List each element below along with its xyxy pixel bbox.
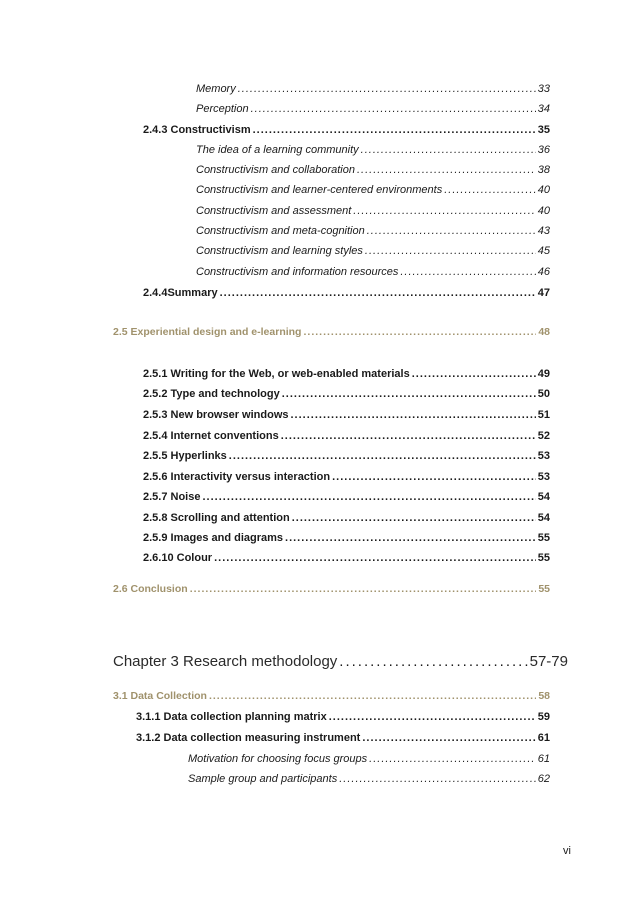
toc-title: 2.4.4Summary (143, 287, 218, 299)
toc-page: 48 (538, 326, 550, 338)
toc-leader (282, 387, 536, 401)
toc-entry-images-diagrams (143, 531, 550, 545)
toc-title: Constructivism and meta-cognition (196, 225, 365, 237)
toc-leader (361, 143, 536, 157)
toc-entry-assessment (196, 204, 550, 218)
toc-leader (367, 224, 536, 238)
chapter-page-range: 57-79 (529, 653, 568, 670)
toc-page: 38 (537, 164, 550, 176)
toc-page: 40 (537, 205, 550, 217)
toc-title: Memory (196, 83, 236, 95)
toc-page: 55 (538, 583, 550, 595)
toc-title: 2.6 Conclusion (113, 583, 188, 595)
toc-page: 58 (538, 690, 550, 702)
toc-page: 50 (537, 388, 550, 400)
toc-page: 46 (537, 266, 550, 278)
toc-leader (281, 429, 536, 443)
toc-page: 45 (537, 245, 550, 257)
toc-entry-browser-windows (143, 408, 550, 422)
toc-page: 55 (537, 552, 550, 564)
toc-leader (444, 183, 536, 197)
toc-title: 2.5 Experiential design and e-learning (113, 326, 302, 338)
toc-page: 49 (537, 368, 550, 380)
toc-title: The idea of a learning community (196, 144, 359, 156)
toc-leader (365, 244, 536, 258)
toc-entry-constructivism (143, 123, 550, 137)
chapter-title: Chapter 3 Research methodology (113, 653, 338, 670)
toc-leader (357, 163, 536, 177)
toc-entry-learner-centered (196, 183, 550, 197)
toc-entry-perception (196, 102, 550, 116)
toc-page: 54 (537, 512, 550, 524)
toc-page: 51 (537, 409, 550, 421)
toc-entry-scrolling (143, 511, 550, 525)
toc-leader (214, 551, 536, 565)
toc-leader (362, 731, 535, 745)
toc-entry-colour (143, 551, 550, 565)
toc-entry-data-collection (113, 689, 550, 703)
toc-entry-memory (196, 82, 550, 96)
toc-entry-experiential-design (113, 325, 550, 339)
toc-leader (339, 772, 536, 786)
toc-leader (190, 582, 537, 596)
toc-title: 2.5.1 Writing for the Web, or web-enabled materials (143, 368, 410, 380)
toc-title: Constructivism and learner-centered environments (196, 184, 443, 196)
toc-entry-information-resources (196, 265, 550, 279)
toc-entry-interactivity (143, 470, 550, 484)
toc-title: 3.1 Data Collection (113, 690, 207, 702)
toc-page: 62 (537, 773, 550, 785)
toc-entry-writing-for-web (143, 367, 550, 381)
toc-leader (202, 490, 535, 504)
toc-leader (400, 265, 535, 279)
toc-page: 36 (537, 144, 550, 156)
toc-title: Motivation for choosing focus groups (188, 753, 368, 765)
toc-title: Constructivism and collaboration (196, 164, 355, 176)
toc-leader (209, 689, 536, 703)
toc-entry-meta-cognition (196, 224, 550, 238)
toc-leader (292, 511, 536, 525)
toc-page: 43 (537, 225, 550, 237)
toc-entry-chapter-3 (113, 652, 568, 672)
toc-entry-learning-styles (196, 244, 550, 258)
toc-leader (238, 82, 536, 96)
toc-leader (251, 102, 536, 116)
toc-entry-noise (143, 490, 550, 504)
toc-title: 3.1.1 Data collection planning matrix (136, 711, 327, 723)
toc-page: 54 (537, 491, 550, 503)
toc-leader (285, 531, 536, 545)
toc-page: 61 (537, 753, 550, 765)
toc-title: 2.5.9 Images and diagrams (143, 532, 284, 544)
toc-title: Sample group and participants (188, 773, 338, 785)
toc-entry-type-technology (143, 387, 550, 401)
toc-title: 2.5.4 Internet conventions (143, 430, 279, 442)
toc-page: 55 (537, 532, 550, 544)
toc-page: 47 (537, 287, 550, 299)
toc-title: 2.5.6 Interactivity versus interaction (143, 471, 331, 483)
toc-title: 2.4.3 Constructivism (143, 124, 251, 136)
toc-title: Constructivism and learning styles (196, 245, 363, 257)
toc-entry-summary (143, 286, 550, 300)
toc-entry-focus-groups (188, 752, 550, 766)
toc-title: 3.1.2 Data collection measuring instrument (136, 732, 361, 744)
toc-leader (253, 123, 536, 137)
toc-entry-planning-matrix (136, 710, 550, 724)
toc-page: 61 (537, 732, 550, 744)
toc-page: 33 (537, 83, 550, 95)
page-number: vi (563, 845, 571, 857)
toc-leader (229, 449, 536, 463)
toc-leader (332, 470, 536, 484)
toc-title: 2.5.5 Hyperlinks (143, 450, 227, 462)
toc-entry-conclusion (113, 582, 550, 596)
toc-leader (369, 752, 536, 766)
toc-title: Constructivism and information resources (196, 266, 399, 278)
toc-entry-sample-group (188, 772, 550, 786)
toc-leader (303, 325, 536, 339)
toc-leader (220, 286, 536, 300)
toc-page: 53 (537, 471, 550, 483)
toc-title: Perception (196, 103, 249, 115)
toc-entry-measuring-instrument (136, 731, 550, 745)
toc-entry-learning-community (196, 143, 550, 157)
toc-leader (412, 367, 536, 381)
toc-leader (353, 204, 535, 218)
toc-entry-hyperlinks (143, 449, 550, 463)
toc-title: 2.5.3 New browser windows (143, 409, 289, 421)
toc-page: 53 (537, 450, 550, 462)
toc-leader (329, 710, 536, 724)
toc-title: 2.5.2 Type and technology (143, 388, 280, 400)
toc-title: 2.5.7 Noise (143, 491, 201, 503)
toc-title: 2.6.10 Colour (143, 552, 213, 564)
toc-title: 2.5.8 Scrolling and attention (143, 512, 290, 524)
toc-entry-internet-conventions (143, 429, 550, 443)
toc-page: 34 (537, 103, 550, 115)
toc-entry-collaboration (196, 163, 550, 177)
toc-page: 40 (537, 184, 550, 196)
toc-leader (339, 652, 527, 672)
toc-page: 59 (537, 711, 550, 723)
toc-page: 52 (537, 430, 550, 442)
toc-page: 35 (537, 124, 550, 136)
toc-title: Constructivism and assessment (196, 205, 352, 217)
toc-leader (291, 408, 536, 422)
